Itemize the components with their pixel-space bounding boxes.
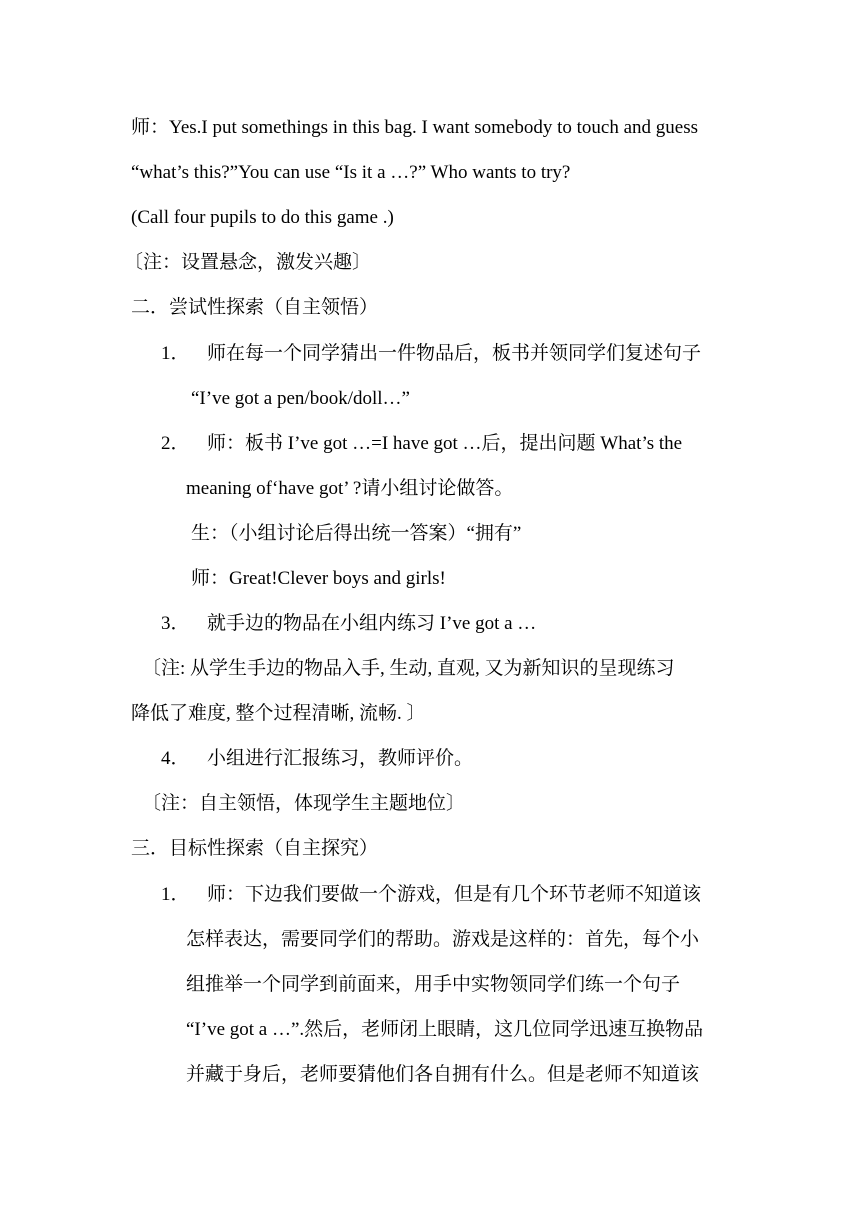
text: 就手边的物品在小组内练习 I’ve got a … xyxy=(207,613,537,634)
student-answer-line xyxy=(191,522,521,546)
note-line xyxy=(142,792,465,816)
text: 〔注: 从学生手边的物品入手, 生动, 直观, 又为新知识的呈现练习 xyxy=(142,658,675,679)
text: 二．尝试性探索（自主领悟） xyxy=(131,297,379,318)
text: meaning of‘have got’ ?请小组讨论做答。 xyxy=(186,478,514,499)
list-item-3-1-cont xyxy=(186,1063,699,1087)
list-item-2-1 xyxy=(161,342,701,366)
list-item-2-2 xyxy=(161,432,682,456)
section-heading-2 xyxy=(131,296,378,320)
text: 师：下边我们要做一个游戏，但是有几个环节老师不知道该 xyxy=(207,884,702,905)
note-line-cont xyxy=(131,702,426,726)
text: 降低了难度, 整个过程清晰, 流畅. 〕 xyxy=(131,703,426,724)
list-item-2-1-cont xyxy=(191,387,410,411)
note-line xyxy=(124,251,371,275)
note-line xyxy=(142,657,675,681)
text: 师：Yes.I put somethings in this bag. I want somebody to touch and guess xyxy=(131,117,698,138)
list-item-3-1 xyxy=(161,883,701,907)
text: 小组进行汇报练习，教师评价。 xyxy=(207,748,474,769)
text: (Call four pupils to do this game .) xyxy=(131,207,394,228)
list-number: 1． xyxy=(161,343,190,364)
text: “I’ve got a …”.然后，老师闭上眼睛，这几位同学迅速互换物品 xyxy=(186,1019,704,1040)
teacher-line-2 xyxy=(131,161,570,185)
text: 师：板书 I’ve got …=I have got …后，提出问题 What’s the xyxy=(207,433,683,454)
text: 〔注：自主领悟，体现学生主题地位〕 xyxy=(142,793,466,814)
list-item-3-1-cont xyxy=(186,1018,703,1042)
list-number: 3． xyxy=(161,613,190,634)
list-number: 2． xyxy=(161,433,190,454)
list-item-2-2-cont xyxy=(186,477,513,501)
list-item-3-1-cont xyxy=(186,928,699,952)
text: 怎样表达，需要同学们的帮助。游戏是这样的：首先，每个小 xyxy=(186,929,700,950)
list-number: 1． xyxy=(161,884,190,905)
instruction-line xyxy=(131,206,394,230)
list-item-2-3 xyxy=(161,612,536,636)
teacher-praise-line xyxy=(191,567,446,591)
teacher-line-1 xyxy=(131,116,698,140)
text: 师在每一个同学猜出一件物品后，板书并领同学们复述句子 xyxy=(207,343,702,364)
text: 组推举一个同学到前面来，用手中实物领同学们练一个句子 xyxy=(186,974,681,995)
text: 师：Great!Clever boys and girls! xyxy=(191,568,446,589)
list-number: 4． xyxy=(161,748,190,769)
list-item-2-4 xyxy=(161,747,473,771)
list-item-3-1-cont xyxy=(186,973,680,997)
text: 并藏于身后，老师要猜他们各自拥有什么。但是老师不知道该 xyxy=(186,1064,700,1085)
text: “I’ve got a pen/book/doll…” xyxy=(191,388,410,409)
text: 〔注：设置悬念，激发兴趣〕 xyxy=(124,252,372,273)
section-heading-3 xyxy=(131,837,378,861)
text: 生：（小组讨论后得出统一答案）“拥有” xyxy=(191,523,522,544)
text: 三．目标性探索（自主探究） xyxy=(131,838,379,859)
text: “what’s this?”You can use “Is it a …?” Who wants to try? xyxy=(131,162,571,183)
